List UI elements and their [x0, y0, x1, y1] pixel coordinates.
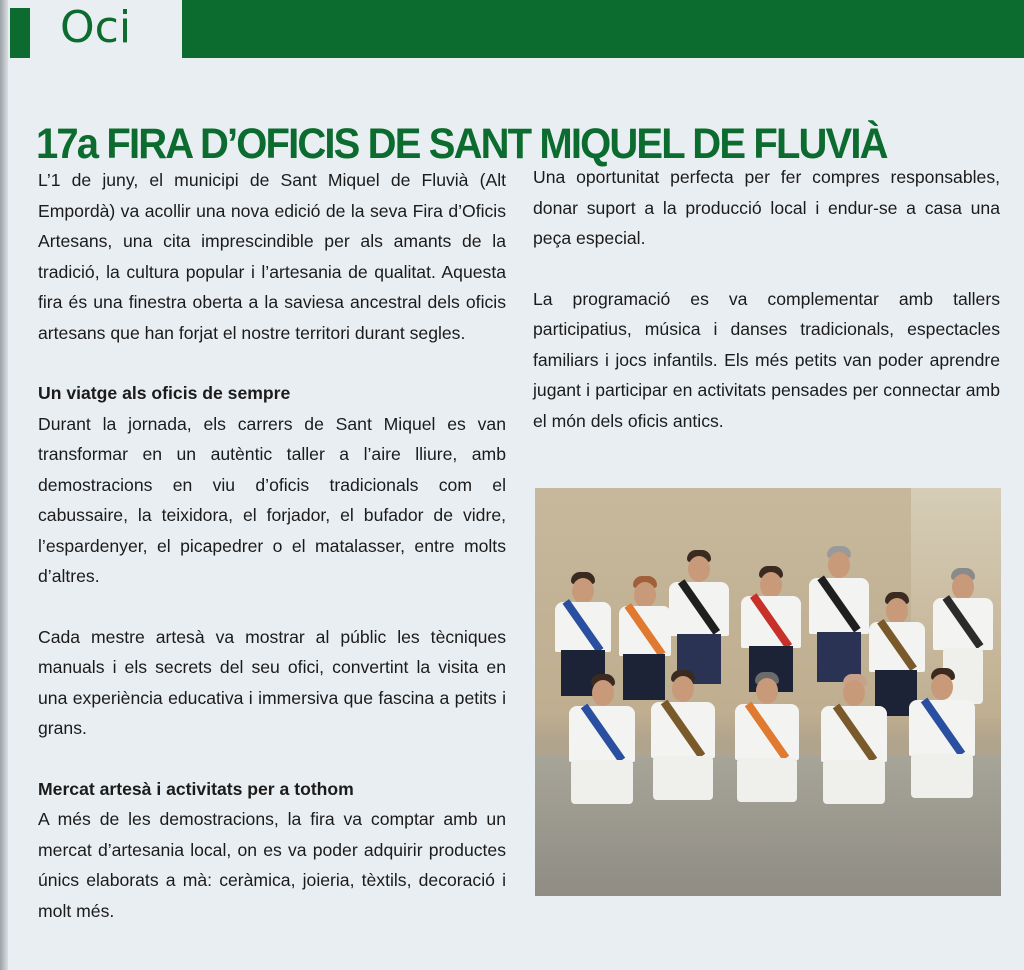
- dancer-front-5: [899, 668, 985, 848]
- dancer-front-4: [811, 674, 897, 854]
- section-tab-bar: [10, 8, 30, 58]
- section2-paragraph-1: A més de les demostracions, la fira va comptar amb un mercat d’artesania local, on es va poder adquirir productes únics elaborats a mà: ceràmica, joieria, tèxtils, decoració i molt més.: [38, 809, 506, 921]
- dancer-front-1: [557, 674, 647, 854]
- right-paragraph-2: La programació es va complementar amb tallers participatius, música i danses tradicionals, espectacles familiars i jocs infantils. Els més petits van poder aprendre jugant i participar en activitats pensades per connectar amb el món dels oficis antics.: [533, 288, 1000, 431]
- header-band: [182, 0, 1024, 58]
- show-through-texture: [70, 56, 1014, 94]
- right-column: [533, 162, 1000, 466]
- section1-paragraph-2: Cada mestre artesà va mostrar al públic les tècniques manuals i els secrets del seu ofici, convertint la visita en una experiència educativa i immersiva que fascina a petits i grans.: [38, 626, 506, 738]
- article-title: 17a FIRA D’OFICIS DE SANT MIQUEL DE FLUVIÀ: [36, 119, 887, 168]
- page-binding-edge: [0, 0, 8, 970]
- section-heading-1: Un viatge als oficis de sempre: [38, 383, 291, 403]
- section1-paragraph-1: Durant la jornada, els carrers de Sant Miquel es van transformar en un autèntic taller a l’aire lliure, amb demostracions en viu d’oficis tradicionals com el cabussaire, la teixidora, el forjador, el bufador de vidre, l’espardenyer, el picapedrer o el matalasser, entre molts d’altres.: [38, 413, 506, 586]
- right-paragraph-1: Una oportunitat perfecta per fer compres responsables, donar suport a la producció local i endur-se a casa una peça especial.: [533, 167, 1000, 248]
- dancer-front-3: [725, 672, 809, 852]
- section-tab: [10, 0, 182, 64]
- left-column: [38, 165, 506, 956]
- intro-paragraph: L’1 de juny, el municipi de Sant Miquel de Fluvià (Alt Empordà) va acollir una nova edició de la seva Fira d’Oficis Artesans, una cita imprescindible per als amants de la tradició, la cultura popular i l’artesania de qualitat. Aquesta fira és una finestra oberta a la saviesa ancestral dels oficis artesans que han forjat el nostre territori durant segles.: [38, 170, 506, 343]
- group-photo: [535, 488, 1001, 896]
- section-label: Oci: [60, 2, 132, 53]
- section-heading-2: Mercat artesà i activitats per a tothom: [38, 778, 354, 799]
- dancer-front-2: [641, 670, 725, 850]
